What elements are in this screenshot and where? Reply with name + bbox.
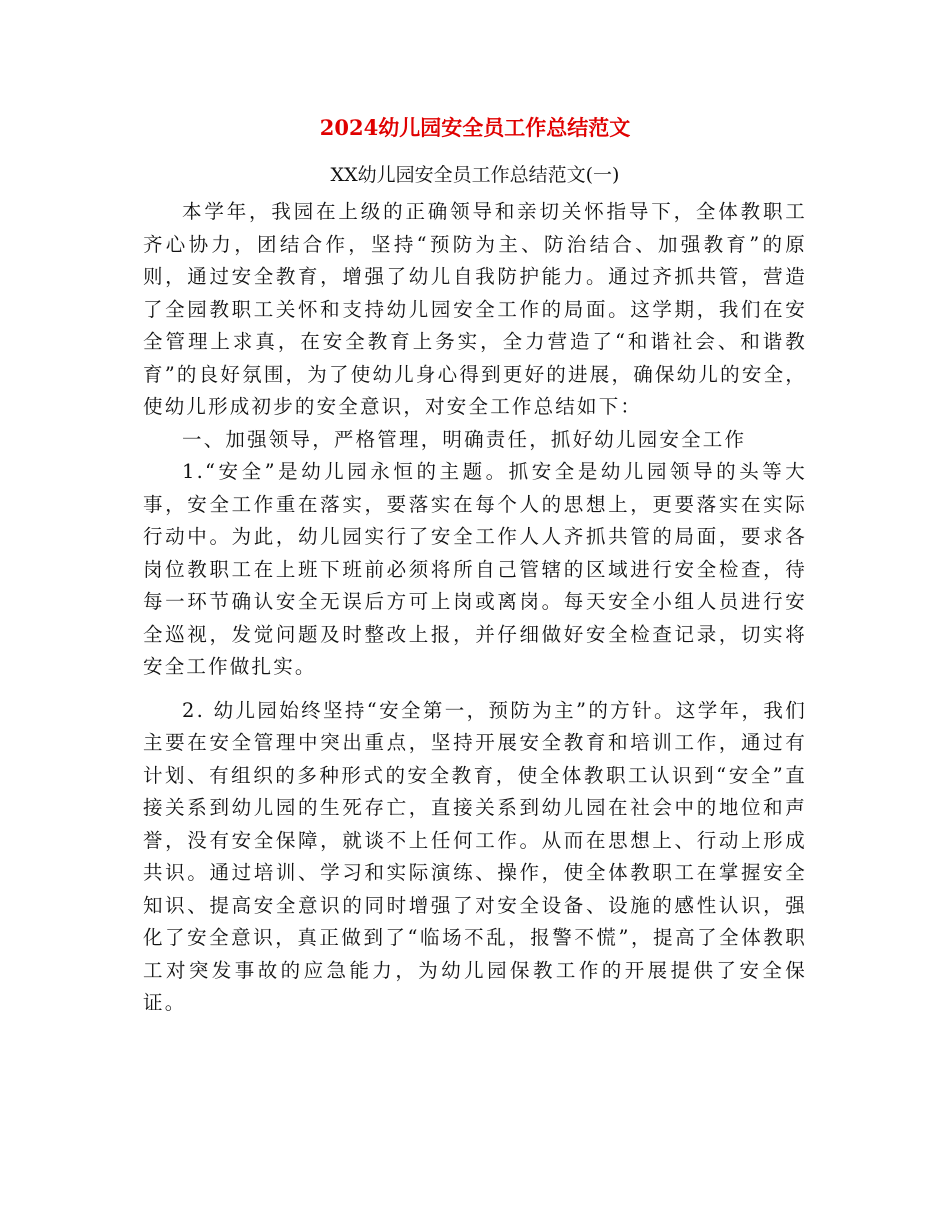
paragraph-intro: 本学年，我园在上级的正确领导和亲切关怀指导下，全体教职工齐心协力，团结合作，坚持“预防为主、防治结合、加强教育”的原则，通过安全教育，增强了幼儿自我防护能力。通过齐抓共管，营造了全园教职工关怀和支持幼儿园安全工作的局面。这学期，我们在安全管理上求真，在安全教育上务实，全力营造了“和谐社会、和谐教育”的良好氛围，为了使幼儿身心得到更好的进展，确保幼儿的安全，使幼儿形成初步的安全意识，对安全工作总结如下： [143,200,807,418]
paragraph-point-2: 2. 幼儿园始终坚持“安全第一，预防为主”的方针。这学年，我们主要在安全管理中突出重点，坚持开展安全教育和培训工作，通过有计划、有组织的多种形式的安全教育，使全体教职工认识到“安全”直接关系到幼儿园的生死存亡，直接关系到幼儿园在社会中的地位和声誉，没有安全保障，就谈不上任何工作。从而在思想上、行动上形成共识。通过培训、学习和实际演练、操作，使全体教职工在掌握安全知识、提高安全意识的同时增强了对安全设备、设施的感性认识，强化了安全意识，真正做到了“临场不乱，报警不慌”，提高了全体教职工对突发事故的应急能力，为幼儿园保教工作的开展提供了安全保证。 [143,698,807,1014]
document-title: 2024幼儿园安全员工作总结范文 [319,115,631,140]
paragraph-point-1: 1.“安全”是幼儿园永恒的主题。抓安全是幼儿园领导的头等大事，安全工作重在落实，要落实在每个人的思想上，更要落实在实际行动中。为此，幼儿园实行了安全工作人人齐抓共管的局面，要求各岗位教职工在上班下班前必须将所自己管辖的区域进行安全检查，待每一环节确认安全无误后方可上岗或离岗。每天安全小组人员进行安全巡视，发觉问题及时整改上报，并仔细做好安全检查记录，切实将安全工作做扎实。 [143,460,807,678]
document-subtitle: XX幼儿园安全员工作总结范文(一) [330,164,620,186]
document-body [143,196,807,1020]
section-heading-1: 一、加强领导，严格管理，明确责任，抓好幼儿园安全工作 [182,427,747,451]
